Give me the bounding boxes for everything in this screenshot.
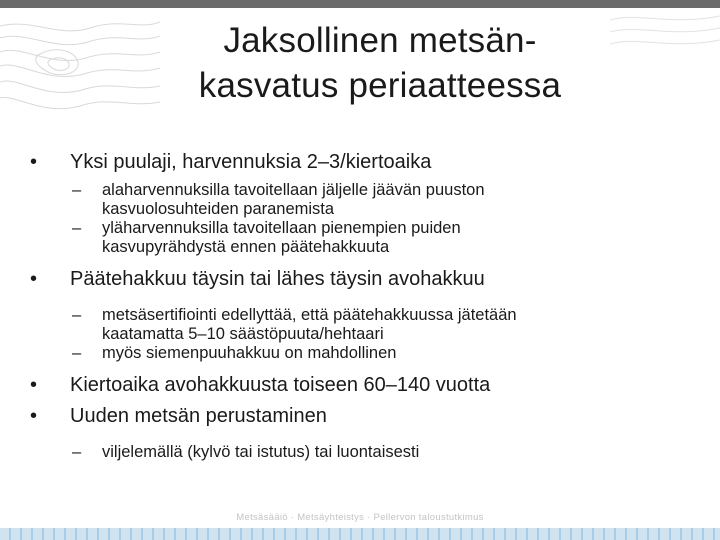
sub-bullet-line: kasvuolosuhteiden paranemista <box>102 200 335 218</box>
bullet-item <box>26 404 696 429</box>
bullet-text: Yksi puulaji, harvennuksia 2–3/kiertoaika <box>70 151 432 173</box>
dash-marker: – <box>72 306 82 324</box>
dash-marker: – <box>72 219 82 237</box>
bullet-item <box>26 373 696 398</box>
bullet-list <box>26 150 696 462</box>
bullet-item <box>26 150 696 175</box>
slide-footer: Metsäsääiö · Metsäyhteistys · Pellervon taloustutkimus <box>236 512 484 523</box>
bullet-item <box>26 267 696 292</box>
top-bar <box>0 0 720 8</box>
dash-marker: – <box>72 344 82 362</box>
bullet-marker: • <box>30 374 38 396</box>
sub-bullet-line: kaatamatta 5–10 säästöpuuta/hehtaari <box>102 325 384 343</box>
sub-bullet-item <box>26 181 696 219</box>
bullet-text: Kiertoaika avohakkuusta toiseen 60–140 vuotta <box>70 374 491 396</box>
sub-bullet-line: viljelemällä (kylvö tai istutus) tai luontaisesti <box>102 443 420 461</box>
sub-bullet-line: alaharvennuksilla tavoitellaan jäljelle jäävän puuston <box>102 181 485 199</box>
slide-title <box>100 18 660 108</box>
sub-bullet-item <box>26 219 696 257</box>
slide-title-line-1: Jaksollinen metsän- <box>223 21 537 60</box>
bullet-marker: • <box>30 268 38 290</box>
sub-bullet-line: myös siemenpuuhakkuu on mahdollinen <box>102 344 397 362</box>
sub-bullet-line: yläharvennuksilla tavoitellaan pienempien puiden <box>102 219 461 237</box>
sub-bullet-line: kasvupyrähdystä ennen päätehakkuuta <box>102 238 390 256</box>
dash-marker: – <box>72 443 82 461</box>
slide-title-line-2: kasvatus periaatteessa <box>198 66 562 105</box>
sub-bullet-item <box>26 306 696 344</box>
bullet-text: Päätehakkuu täysin tai lähes täysin avohakkuu <box>70 268 485 290</box>
sub-bullet-item <box>26 344 696 363</box>
dash-marker: – <box>72 181 82 199</box>
sub-bullet-item <box>26 443 696 462</box>
bullet-marker: • <box>30 405 38 427</box>
bullet-text: Uuden metsän perustaminen <box>70 405 327 427</box>
bullet-marker: • <box>30 151 38 173</box>
bottom-bar <box>0 528 720 540</box>
sub-bullet-line: metsäsertifiointi edellyttää, että päätehakkuussa jätetään <box>102 306 517 324</box>
